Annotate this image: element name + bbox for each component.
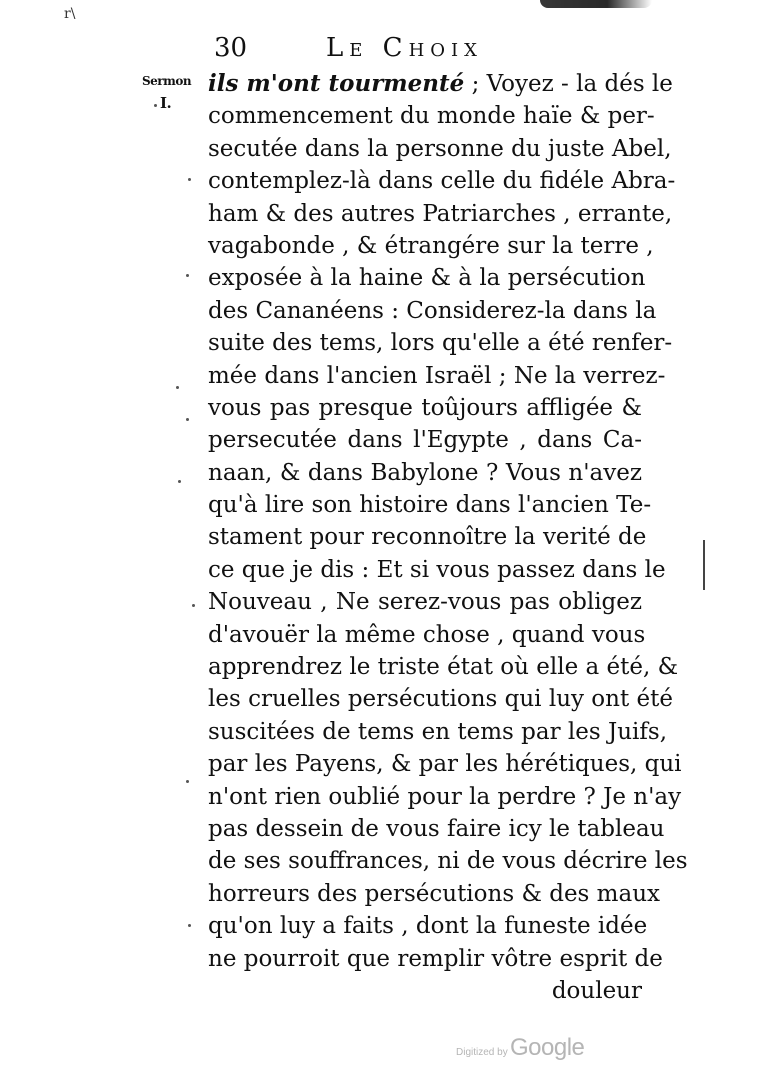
text-line [208,68,673,100]
ink-speck [188,178,191,181]
text-line: naan, & dans Babylone ? Vous n'avez [208,459,642,486]
ink-speck [188,924,191,927]
text-line: ce que je dis : Et si vous passez dans le [208,556,666,583]
page-number: 30 [214,33,248,63]
italic-quote: ils m'ont tourmenté [208,70,465,97]
running-head [214,30,634,66]
catchword: douleur [551,977,642,1004]
text-line: stament pour reconnoître la verité de [208,524,647,551]
text-line: par les Payens, & par les hérétiques, qui [208,751,682,778]
text-line: qu'à lire son histoire dans l'ancien Te- [208,492,652,519]
running-title: Le Choix [326,33,483,63]
text-line: exposée à la haine & à la persécution [208,265,646,292]
text-line: d'avouër la même chose , quand vous [208,621,646,648]
watermark-prefix: Digitized by [456,1047,508,1058]
text-line: secutée dans la personne du juste Abel, [208,135,672,162]
text-line: vous pas presque toûjours affligée & [208,394,642,421]
text-line: suite des tems, lors qu'elle a été renfer- [208,330,673,357]
text-line: n'ont rien oublié pour la perdre ? Je n'ay [208,783,682,810]
text-line: apprendrez le triste état où elle a été, & [208,654,679,681]
text-line: vagabonde , & étrangére sur la terre , [208,232,654,259]
text-line: de ses souffrances, ni de vous décrire les [208,848,688,875]
text-line: commencement du monde haïe & per- [208,103,655,130]
ink-speck [186,418,189,421]
ink-speck [186,780,189,783]
scan-line [703,540,705,590]
text-line: mée dans l'ancien Israël ; Ne la verrez- [208,362,666,389]
ink-speck [178,480,181,483]
text-line: pas dessein de vous faire icy le tableau [208,815,665,842]
body-text [208,68,688,1007]
ink-speck [176,386,179,389]
text-line: Nouveau , Ne serez-vous pas obligez [208,589,642,616]
text-line: des Cananéens : Considerez-la dans la [208,297,657,324]
text-line: les cruelles persécutions qui luy ont été [208,686,673,713]
digitized-watermark [456,1034,606,1064]
margin-note-line-1: Sermon [142,74,192,88]
text-line: contemplez-là dans celle du fidéle Abra- [208,168,676,195]
text-line: horreurs des persécutions & des maux [208,880,660,907]
text-line-rest: ; Voyez - la dés le [464,71,673,97]
text-line: ham & des autres Patriarches , errante, [208,200,673,227]
text-line: ne pourroit que remplir vôtre esprit de [208,945,663,972]
ink-smudge [540,0,652,8]
margin-note [142,70,202,114]
margin-note-line-2: I. [160,94,172,112]
text-line: persecutée dans l'Egypte , dans Ca- [208,427,642,454]
ink-speck [186,274,189,277]
ink-speck [192,604,195,607]
text-line: suscitées de tems en tems par les Juifs, [208,718,668,745]
corner-mark: r\ [64,6,76,22]
ink-speck [154,104,157,107]
text-line: qu'on luy a faits , dont la funeste idée [208,913,648,940]
google-logo: Google [510,1034,585,1061]
